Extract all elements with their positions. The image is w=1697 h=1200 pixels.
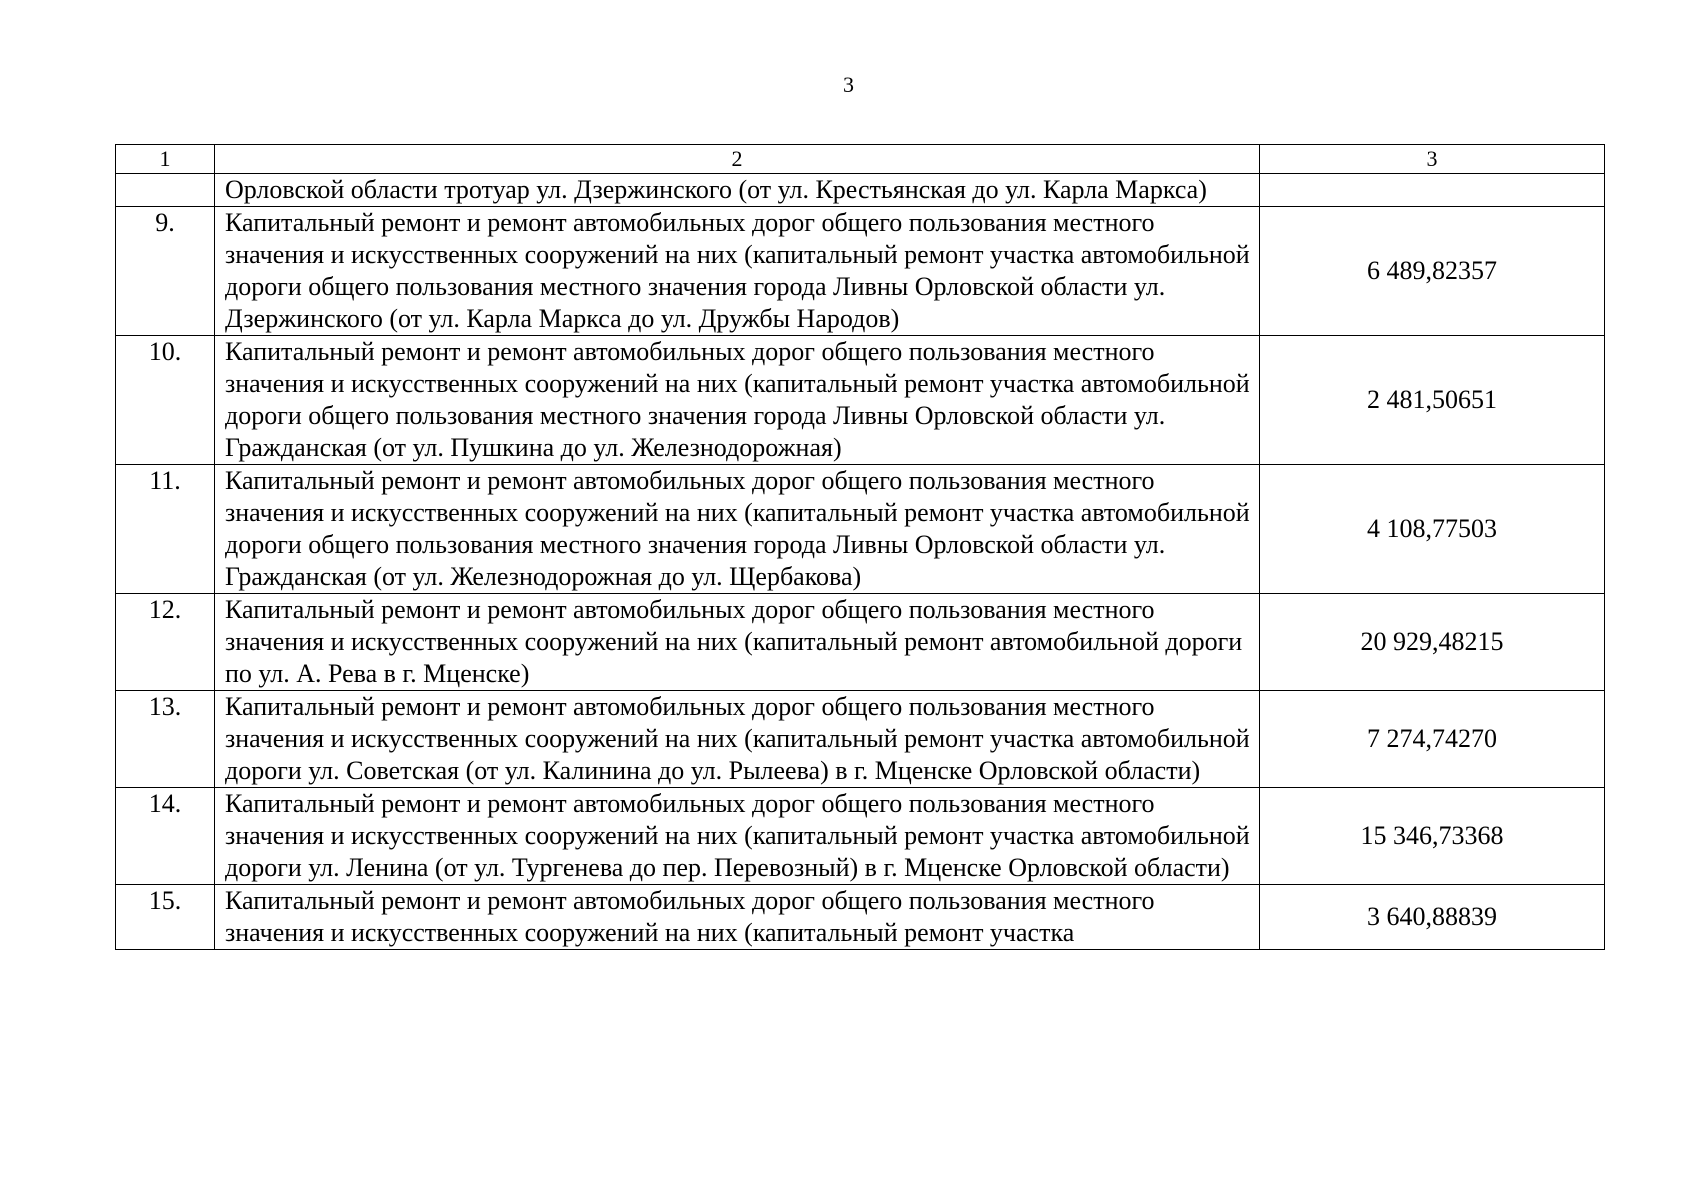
column-number-2: 2 (215, 145, 1260, 174)
row-amount: 20 929,48215 (1260, 594, 1605, 691)
table-row (116, 885, 1605, 950)
table-row (116, 691, 1605, 788)
row-amount: 7 274,74270 (1260, 691, 1605, 788)
row-amount: 2 481,50651 (1260, 336, 1605, 465)
row-amount: 6 489,82357 (1260, 207, 1605, 336)
column-number-1: 1 (116, 145, 215, 174)
funding-table (115, 144, 1605, 950)
row-description: Орловской области тротуар ул. Дзержинского (от ул. Крестьянская до ул. Карла Маркса) (215, 174, 1260, 207)
row-description: Капитальный ремонт и ремонт автомобильных дорог общего пользования местного значения и искусственных сооружений на них (капитальный ремонт участка (215, 885, 1260, 950)
table-row-continuation (116, 174, 1605, 207)
row-amount: 3 640,88839 (1260, 885, 1605, 950)
row-number: 12. (116, 594, 215, 691)
table-row (116, 594, 1605, 691)
row-amount (1260, 174, 1605, 207)
row-description: Капитальный ремонт и ремонт автомобильных дорог общего пользования местного значения и искусственных сооружений на них (капитальный ремонт участка автомобильной дороги общего пользования местного значения города Ливны Орловской области ул. Дзержинского (от ул. Карла Маркса до ул. Дружбы Народов) (215, 207, 1260, 336)
row-number: 15. (116, 885, 215, 950)
row-description: Капитальный ремонт и ремонт автомобильных дорог общего пользования местного значения и искусственных сооружений на них (капитальный ремонт участка автомобильной дороги ул. Советская (от ул. Калинина до ул. Рылеева) в г. Мценске Орловской области) (215, 691, 1260, 788)
row-number: 11. (116, 465, 215, 594)
row-number: 9. (116, 207, 215, 336)
table-row (116, 465, 1605, 594)
row-number: 10. (116, 336, 215, 465)
row-amount: 4 108,77503 (1260, 465, 1605, 594)
table-row (116, 207, 1605, 336)
row-number: 14. (116, 788, 215, 885)
table-row (116, 336, 1605, 465)
row-description: Капитальный ремонт и ремонт автомобильных дорог общего пользования местного значения и искусственных сооружений на них (капитальный ремонт участка автомобильной дороги ул. Ленина (от ул. Тургенева до пер. Перевозный) в г. Мценске Орловской области) (215, 788, 1260, 885)
row-description: Капитальный ремонт и ремонт автомобильных дорог общего пользования местного значения и искусственных сооружений на них (капитальный ремонт участка автомобильной дороги общего пользования местного значения города Ливны Орловской области ул. Гражданская (от ул. Пушкина до ул. Железнодорожная) (215, 336, 1260, 465)
row-amount: 15 346,73368 (1260, 788, 1605, 885)
column-number-3: 3 (1260, 145, 1605, 174)
page-number: 3 (843, 72, 854, 97)
table-row (116, 788, 1605, 885)
row-number (116, 174, 215, 207)
row-description: Капитальный ремонт и ремонт автомобильных дорог общего пользования местного значения и искусственных сооружений на них (капитальный ремонт автомобильной дороги по ул. А. Рева в г. Мценске) (215, 594, 1260, 691)
table-header-row (116, 145, 1605, 174)
row-description: Капитальный ремонт и ремонт автомобильных дорог общего пользования местного значения и искусственных сооружений на них (капитальный ремонт участка автомобильной дороги общего пользования местного значения города Ливны Орловской области ул. Гражданская (от ул. Железнодорожная до ул. Щербакова) (215, 465, 1260, 594)
row-number: 13. (116, 691, 215, 788)
